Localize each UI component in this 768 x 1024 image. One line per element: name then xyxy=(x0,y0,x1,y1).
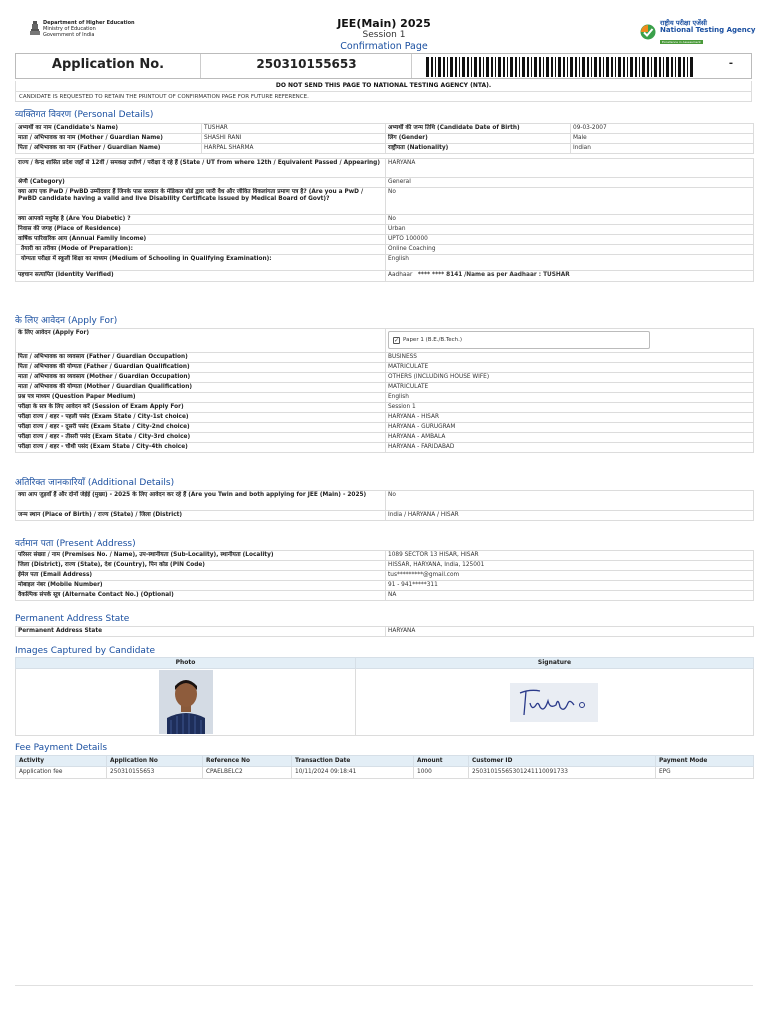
income-value: UPTO 100000 xyxy=(386,235,754,245)
identity-verified-label: पहचान सत्यापित (Identity Verified) xyxy=(16,271,386,282)
mother-name-value: SHASHI RANI xyxy=(202,134,386,144)
fee-header-amount: Amount xyxy=(414,756,469,767)
twin-label: क्या आप जुड़वाँ हैं और दोनों जेईई (मुख्य) - 2025 के लिए आवेदन कर रहे हैं (Are you Twin and both applying for JEE (Main) - 2025) xyxy=(16,491,386,511)
table-row xyxy=(16,271,754,282)
email-value: tus*********@gmail.com xyxy=(386,571,754,581)
apply-for-label: के लिए आवेदन (Apply For) xyxy=(16,329,386,353)
nta-english-name: National Testing Agency xyxy=(660,26,756,34)
paper-checkbox[interactable]: ✓ xyxy=(394,336,400,344)
table-row xyxy=(16,403,754,413)
table-row xyxy=(16,383,754,393)
table-row xyxy=(16,373,754,383)
fee-header-activity: Activity xyxy=(16,756,107,767)
father-qualification-value: MATRICULATE xyxy=(386,363,754,373)
fee-payment-table xyxy=(15,755,754,779)
exam-session-value: Session 1 xyxy=(386,403,754,413)
category-value: General xyxy=(386,178,754,188)
nationality-value: Indian xyxy=(571,144,754,154)
permanent-address-title: Permanent Address State xyxy=(15,614,130,624)
personal-details-table xyxy=(15,123,754,154)
gender-label: लिंग (Gender) xyxy=(386,134,571,144)
diabetic-value: No xyxy=(386,215,754,225)
district-value: HISSAR, HARYANA, India, 125001 xyxy=(386,561,754,571)
candidate-name-value: TUSHAR xyxy=(202,124,386,134)
application-dash: - xyxy=(728,58,733,69)
mother-qualification-label: माता / अभिभावक की योग्यता (Mother / Guardian Qualification) xyxy=(16,383,386,393)
paper-label: Paper 1 (B.E./B.Tech.) xyxy=(403,336,463,343)
apply-for-title: के लिए आवेदन (Apply For) xyxy=(15,316,118,326)
ministry-line-3: Government of India xyxy=(43,32,95,38)
application-number-label: Application No. xyxy=(16,54,201,78)
signature-header: Signature xyxy=(356,658,754,669)
fee-reference-no: CPAELBELC2 xyxy=(203,767,292,779)
apply-for-table xyxy=(15,328,754,453)
paper-option xyxy=(388,331,650,349)
fee-transaction-date: 10/11/2024 09:18:41 xyxy=(292,767,414,779)
city-choice-2-label: परीक्षा राज्य / शहर - दूसरी पसंद (Exam State / City-2nd choice) xyxy=(16,423,386,433)
nta-hindi-name: राष्ट्रीय परीक्षा एजेंसी xyxy=(660,19,707,27)
state-12th-label: राज्य / केन्द्र शासित प्रदेश जहाँ से 12वीं / समकक्ष उत्तीर्ण / परीक्षा दे रहे हैं (State / UT from where 12th / Equivalent Passed / Appearing) xyxy=(16,159,386,178)
father-occupation-label: पिता / अभिभावक का व्यवसाय (Father / Guardian Occupation) xyxy=(16,353,386,363)
nta-text xyxy=(660,20,756,44)
table-row xyxy=(16,353,754,363)
nta-logo xyxy=(640,20,756,44)
application-number-box xyxy=(15,53,752,79)
signature-icon xyxy=(510,683,598,722)
pwd-label: क्या आप एक PwD / PwBD उम्मीदवार हैं जिनके पास सरकार के मेडिकल बोर्ड द्वारा जारी वैध और जीवित विकलांगता प्रमाण पत्र है? (Are you a PwD / PwBD candidate having a valid and live Disability Certificate issued by Medical Board of Govt)? xyxy=(16,188,386,215)
present-address-table xyxy=(15,550,754,601)
table-row xyxy=(16,581,754,591)
gender-value: Male xyxy=(571,134,754,144)
candidate-photo xyxy=(159,670,213,734)
table-row xyxy=(16,134,754,144)
photo-cell xyxy=(16,669,356,736)
city-choice-3-value: HARYANA - AMBALA xyxy=(386,433,754,443)
additional-details-title: अतिरिक्त जानकारियाँ (Additional Details) xyxy=(15,478,175,488)
table-row xyxy=(16,124,754,134)
table-row xyxy=(16,423,754,433)
barcode-icon xyxy=(426,57,696,77)
dob-label: अभ्यर्थी की जन्म तिथि (Candidate Date of Birth) xyxy=(386,124,571,134)
table-row xyxy=(16,255,754,271)
premises-value: 1089 SECTOR 13 HISAR, HISAR xyxy=(386,551,754,561)
category-label: श्रेणी (Category) xyxy=(16,178,386,188)
permanent-state-label: Permanent Address State xyxy=(16,627,386,637)
page-title: JEE(Main) 2025 xyxy=(337,17,431,30)
fee-header-payment-mode: Payment Mode xyxy=(656,756,754,767)
table-row xyxy=(16,215,754,225)
fee-header-application-no: Application No xyxy=(107,756,203,767)
fee-customer-id: 250310155653012411100917​33 xyxy=(469,767,656,779)
city-choice-3-label: परीक्षा राज्य / शहर - तीसरी पसंद (Exam State / City-3rd choice) xyxy=(16,433,386,443)
ministry-line-1: Department of Higher Education xyxy=(43,20,135,26)
table-row xyxy=(16,245,754,255)
father-name-label: पिता / अभिभावक का नाम (Father / Guardian Name) xyxy=(16,144,202,154)
fee-header-reference-no: Reference No xyxy=(203,756,292,767)
nta-check-icon xyxy=(640,24,656,40)
birth-place-label: जन्म स्थान (Place of Birth) / राज्य (State) / जिला (District) xyxy=(16,511,386,521)
email-label: ईमेल पता (Email Address) xyxy=(16,571,386,581)
preparation-mode-label: तैयारी का तरीका (Mode of Preparation): xyxy=(16,245,386,255)
signature-cell xyxy=(356,669,754,736)
mobile-value: 91 - 941*****311 xyxy=(386,581,754,591)
table-row xyxy=(16,225,754,235)
fee-application-no: 250310155653 xyxy=(107,767,203,779)
income-label: वार्षिक पारिवारिक आय (Annual Family Income) xyxy=(16,235,386,245)
mother-occupation-label: माता / अभिभावक का व्यवसाय (Mother / Guardian Occupation) xyxy=(16,373,386,383)
fee-header-row xyxy=(16,756,754,767)
nta-tagline: Excellence in Assessment xyxy=(662,40,701,44)
birth-place-value: India / HARYANA / HISAR xyxy=(386,511,754,521)
residence-value: Urban xyxy=(386,225,754,235)
district-label: जिला (District), राज्य (State), देश (Country), पिन कोड (PIN Code) xyxy=(16,561,386,571)
table-row xyxy=(16,393,754,403)
alternate-contact-value: NA xyxy=(386,591,754,601)
table-row xyxy=(16,413,754,423)
diabetic-label: क्या आपको मधुमेह है (Are You Diabetic) ? xyxy=(16,215,386,225)
residence-label: निवास की जगह (Place of Residence) xyxy=(16,225,386,235)
table-row xyxy=(16,363,754,373)
nationality-label: राष्ट्रीयता (Nationality) xyxy=(386,144,571,154)
fee-payment-mode: EPG xyxy=(656,767,754,779)
table-row xyxy=(16,551,754,561)
preparation-mode-value: Online Coaching xyxy=(386,245,754,255)
candidate-signature xyxy=(510,683,598,722)
candidate-photo-icon xyxy=(159,670,213,734)
images-table xyxy=(15,657,754,736)
question-medium-value: English xyxy=(386,393,754,403)
mother-qualification-value: MATRICULATE xyxy=(386,383,754,393)
title-block xyxy=(284,17,484,53)
dob-value: 09-03-2007 xyxy=(571,124,754,134)
table-row xyxy=(16,235,754,245)
national-emblem-icon xyxy=(30,20,40,36)
table-row xyxy=(16,767,754,779)
mother-occupation-value: OTHERS (INCLUDING HOUSE WIFE) xyxy=(386,373,754,383)
city-choice-1-value: HARYANA - HISAR xyxy=(386,413,754,423)
permanent-state-value: HARYANA xyxy=(386,627,754,637)
city-choice-2-value: HARYANA - GURUGRAM xyxy=(386,423,754,433)
table-row xyxy=(16,443,754,453)
fee-activity: Application fee xyxy=(16,767,107,779)
table-row xyxy=(16,571,754,581)
mobile-label: मोबाइल नंबर (Mobile Number) xyxy=(16,581,386,591)
question-medium-label: प्रश्न पत्र माध्यम (Question Paper Medium) xyxy=(16,393,386,403)
identity-masked-number: **** **** 8141 xyxy=(417,272,463,278)
fee-amount: 1000 xyxy=(414,767,469,779)
session-label: Session 1 xyxy=(362,30,406,40)
confirmation-page-label: Confirmation Page xyxy=(340,41,428,52)
table-row xyxy=(16,329,754,353)
mother-name-label: माता / अभिभावक का नाम (Mother / Guardian Name) xyxy=(16,134,202,144)
apply-for-value xyxy=(386,329,754,353)
additional-details-table xyxy=(15,490,754,521)
premises-label: परिसर संख्या / नाम (Premises No. / Name), उप-स्थानीयता (Sub-Locality), स्थानीयता (Locality) xyxy=(16,551,386,561)
fee-payment-title: Fee Payment Details xyxy=(15,743,108,753)
footer-divider xyxy=(15,985,753,986)
table-row xyxy=(16,591,754,601)
permanent-address-table xyxy=(15,626,754,637)
do-not-send-notice: DO NOT SEND THIS PAGE TO NATIONAL TESTING AGENCY (NTA). xyxy=(15,81,752,91)
personal-details-table-2 xyxy=(15,158,754,282)
ministry-text xyxy=(43,20,135,38)
city-choice-4-value: HARYANA - FARIDABAD xyxy=(386,443,754,453)
present-address-title: वर्तमान पता (Present Address) xyxy=(15,539,136,549)
pwd-value: No xyxy=(386,188,754,215)
table-row xyxy=(16,561,754,571)
city-choice-4-label: परीक्षा राज्य / शहर - चौथी पसंद (Exam State / City-4th choice) xyxy=(16,443,386,453)
photo-header: Photo xyxy=(16,658,356,669)
table-row xyxy=(16,433,754,443)
candidate-name-label: अभ्यर्थी का नाम (Candidate's Name) xyxy=(16,124,202,134)
father-name-value: HARPAL SHARMA xyxy=(202,144,386,154)
twin-value: No xyxy=(386,491,754,511)
images-title: Images Captured by Candidate xyxy=(15,646,156,656)
state-12th-value: HARYANA xyxy=(386,159,754,178)
table-row xyxy=(16,178,754,188)
ministry-line-2: Ministry of Education xyxy=(43,26,96,32)
schooling-medium-value: English xyxy=(386,255,754,271)
city-choice-1-label: परीक्षा राज्य / शहर - पहली पसंद (Exam State / City-1st choice) xyxy=(16,413,386,423)
application-number-value: 250310155653 xyxy=(202,54,412,78)
page-header xyxy=(0,0,768,52)
alternate-contact-label: वैकल्पिक संपर्क सूत्र (Alternate Contact No.) (Optional) xyxy=(16,591,386,601)
table-row xyxy=(16,491,754,511)
retain-printout-notice: CANDIDATE IS REQUESTED TO RETAIN THE PRINTOUT OF CONFIRMATION PAGE FOR FUTURE REFERENCE. xyxy=(15,91,752,102)
identity-verified-value xyxy=(386,271,754,282)
identity-name: /Name as per Aadhaar : TUSHAR xyxy=(464,272,570,278)
table-row xyxy=(16,159,754,178)
schooling-medium-label: योग्यता परीक्षा में स्कूली शिक्षा का माध्यम (Medium of Schooling in Qualifying Examination): xyxy=(16,255,386,271)
table-row xyxy=(16,511,754,521)
father-occupation-value: BUSINESS xyxy=(386,353,754,363)
fee-header-transaction-date: Transaction Date xyxy=(292,756,414,767)
ministry-logo xyxy=(30,20,135,38)
table-row xyxy=(16,627,754,637)
identity-doc: Aadhaar xyxy=(388,272,413,278)
table-row xyxy=(16,144,754,154)
personal-details-title: व्यक्तिगत विवरण (Personal Details) xyxy=(15,110,154,120)
exam-session-label: परीक्षा के सत्र के लिए आवेदन करें (Session of Exam Apply For) xyxy=(16,403,386,413)
table-row xyxy=(16,188,754,215)
fee-header-customer-id: Customer ID xyxy=(469,756,656,767)
father-qualification-label: पिता / अभिभावक की योग्यता (Father / Guardian Qualification) xyxy=(16,363,386,373)
